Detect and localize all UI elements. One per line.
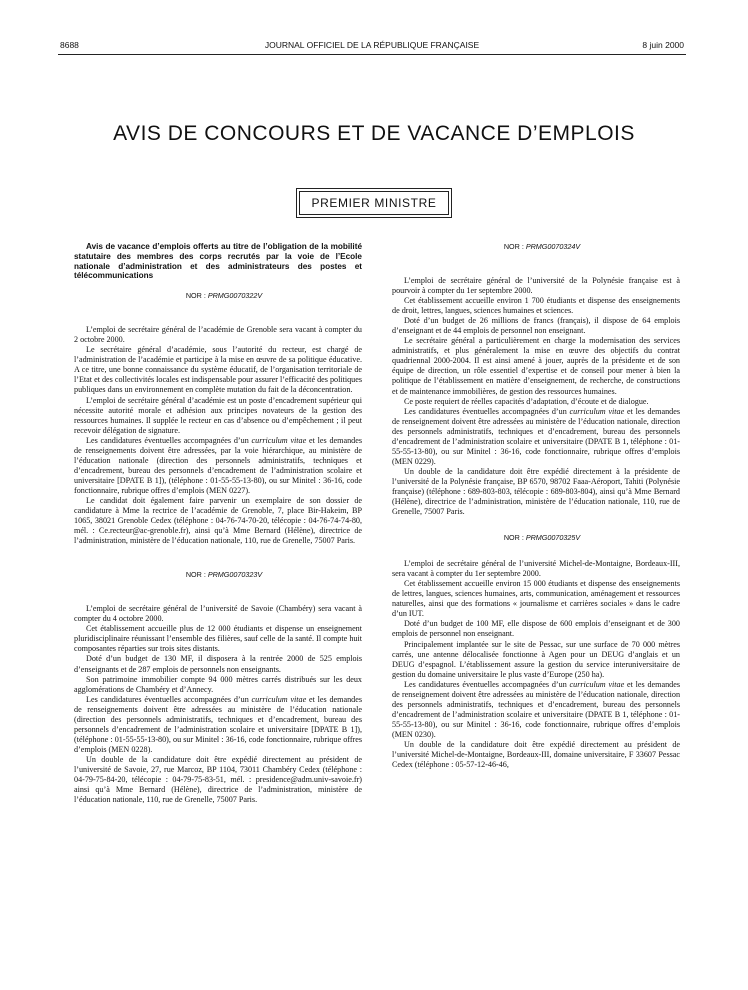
nor-code: PRMG0070322V bbox=[207, 291, 263, 301]
paragraph: L’emploi de secrétaire général de l’université de Savoie (Chambéry) sera vacant à compter du 4 octobre 2000. bbox=[74, 604, 362, 624]
curriculum-vitae-term: curriculum vitae bbox=[251, 435, 307, 445]
paragraph: L’emploi de secrétaire général d’académie est un poste d’encadrement supérieur qui nécessite autorité morale et adhésion aux principes novateurs de la gestion des ressources humaines. Il supplée le recteur en cas d’absence ou d’empêchement ; il peut recevoir délégation de signature. bbox=[74, 395, 362, 435]
paragraph: Les candidatures éventuelles accompagnées d’un curriculum vitae et les demandes de renseignements doivent être adressées au ministère de l’éducation nationale (direction des personnels administratifs, techniques et d’encadrement, bureau des personnels d’encadrement de l’administration scolaire et universitaire [DPATE B 1]), (téléphone : 01-55-55-13-80), ou sur Minitel : 36-16, code fonctionnaire, rubrique offres d’emplois (MEN 0228). bbox=[74, 694, 362, 754]
nor-prefix: NOR : bbox=[185, 570, 208, 580]
paragraph: Doté d’un budget de 100 MF, elle dispose de 600 emplois d’enseignant et de 300 emplois de personnel non enseignant. bbox=[392, 619, 680, 639]
nor-reference bbox=[74, 570, 362, 580]
paragraph: Doté d’un budget de 130 MF, il disposera à la rentrée 2000 de 525 emplois d’enseignants et de 287 emplois de personnels non enseignants. bbox=[74, 654, 362, 674]
nor-reference bbox=[392, 533, 680, 543]
section-box-label: PREMIER MINISTRE bbox=[299, 191, 450, 215]
nor-prefix: NOR : bbox=[503, 242, 526, 251]
paragraph: Cet établissement accueille plus de 12 000 étudiants et dispense un enseignement pluridisciplinaire réunissant l’ensemble des filières, sauf celle de la santé. Il compte huit composantes réparties sur trois sites distants. bbox=[74, 624, 362, 654]
paragraph: L’emploi de secrétaire général de l’université Michel-de-Montaigne, Bordeaux-III, sera vacant à compter du 1er septembre 2000. bbox=[392, 559, 680, 579]
paragraph: L’emploi de secrétaire général de l’académie de Grenoble sera vacant à compter du 2 octobre 2000. bbox=[74, 325, 362, 345]
paragraph: Le candidat doit également faire parvenir un exemplaire de son dossier de candidature à Mme la rectrice de l’académie de Grenoble, 7, place Bir-Hakeim, BP 1065, 38021 Grenoble Cedex (téléphone : 04-76-74-70-20, télécopie : 04-76-74-74-80, mél. : Ce.recteur@ac-grenoble.fr), ainsi qu’à Mme Bernard (Hélène), directrice de l’administration, ministère de l’éducation nationale, 110, rue de Grenelle, 75007 Paris. bbox=[74, 495, 362, 546]
section-box-wrapper bbox=[0, 188, 748, 218]
curriculum-vitae-term: curriculum vitae bbox=[569, 406, 625, 416]
nor-code: PRMG0070323V bbox=[207, 570, 263, 580]
nor-prefix: NOR : bbox=[185, 291, 208, 301]
curriculum-vitae-term: curriculum vitae bbox=[569, 679, 625, 689]
paragraph: Son patrimoine immobilier compte 94 000 mètres carrés distribués sur les deux agglomérations de Chambéry et d’Annecy. bbox=[74, 674, 362, 694]
notice-heading: Avis de vacance d’emplois offerts au titre de l’obligation de la mobilité statutaire des membres des corps recrutés par la voie de l’Ecole nationale d’administration et des administrateurs des postes et télécommunications bbox=[74, 242, 362, 281]
paragraph: Un double de la candidature doit être expédié directement au président de l’université Michel-de-Montaigne, Bordeaux-III, domaine universitaire, F 33607 Pessac Cedex (téléphone : 05-57-12-46-46, bbox=[392, 739, 680, 770]
header-rule bbox=[58, 54, 686, 55]
right-column bbox=[392, 242, 680, 770]
page-title: AVIS DE CONCOURS ET DE VACANCE D’EMPLOIS bbox=[113, 122, 635, 145]
section-box bbox=[296, 188, 453, 218]
nor-code: PRMG0070325V bbox=[525, 533, 581, 543]
curriculum-vitae-term: curriculum vitae bbox=[251, 694, 307, 704]
paragraph: Les candidatures éventuelles accompagnées d’un curriculum vitae et les demandes de renseignement doivent être adressées au ministère de l’éducation nationale, direction des personnels administratifs, techniques et d’encadrement, bureau des personnels d’encadrement de l’administration scolaire et universitaire (DPATE B 1, téléphone : 01-55-55-13-80), ou sur Minitel : 36-16, code fonctionnaire, rubrique offres d’emplois (MEN 0229). bbox=[392, 406, 680, 466]
paragraph: Principalement implantée sur le site de Pessac, sur une surface de 70 000 mètres carrés, une antenne délocalisée fonctionne à Agen pour un DEUG d’anglais et un DEUG d’espagnol. L’établissement assure la gestion du service interuniversitaire de gestion du domaine universitaire le plus vaste d’Europe (250 ha). bbox=[392, 639, 680, 679]
paragraph: L’emploi de secrétaire général de l’université de la Polynésie française est à pourvoir à compter du 1er septembre 2000. bbox=[392, 276, 680, 296]
journal-title: JOURNAL OFFICIEL DE LA RÉPUBLIQUE FRANÇAISE bbox=[264, 40, 480, 50]
nor-reference bbox=[392, 242, 680, 252]
issue-date: 8 juin 2000 bbox=[642, 40, 684, 50]
paragraph: Un double de la candidature doit être expédié directement au président de l’université de Savoie, 27, rue Marcoz, BP 1104, 73011 Chambéry Cedex (téléphone : 04-79-75-84-20, télécopie : 04-79-75-83-51, mél. : presidence@adm.univ-savoie.fr) ainsi qu’à Mme Bernard (Hélène), directrice de l’administration, ministère de l’éducation nationale, 110, rue de Grenelle, 75007 Paris. bbox=[74, 754, 362, 805]
paragraph: Un double de la candidature doit être expédié directement à la présidente de l’université de la Polynésie française, BP 6570, 98702 Faaa-Aéroport, Tahiti (Polynésie française) (téléphone : 689-803-803, télécopie : 689-803-804), ainsi qu’à Mme Bernard (Hélène), directrice de l’administration, ministère de l’éducation nationale, 110, rue de Grenelle, 75007 Paris. bbox=[392, 466, 680, 517]
nor-prefix: NOR : bbox=[503, 533, 526, 543]
paragraph: Les candidatures éventuelles accompagnées d’un curriculum vitae et les demandes de renseignement doivent être adressées au ministère de l’éducation nationale, direction des personnels administratifs, techniques et d’encadrement, bureau des personnels d’encadrement de l’administration scolaire et universitaire (DPATE B 1, téléphone : 01-55-55-13-80), ou sur Minitel : 36-16, code fonctionnaire, rubrique offres d’emplois (MEN 0230). bbox=[392, 679, 680, 739]
running-header bbox=[60, 40, 684, 52]
paragraph: Le secrétaire général a particulièrement en charge la modernisation des services administratifs, et plus généralement la mise en œuvre des objectifs du contrat quadriennal 2000-2004. Il est ainsi amené à jouer, auprès de la présidente et de son équipe de direction, un rôle essentiel d’expertise et de conseil pour mener à bien la politique de l’établissement en matière d’enseignement, de recherche, de constructions et de maintenance immobilières, de gestion des ressources humaines. bbox=[392, 336, 680, 396]
paragraph: Ce poste requiert de réelles capacités d’adaptation, d’écoute et de dialogue. bbox=[404, 396, 649, 406]
nor-code: PRMG0070324V bbox=[525, 242, 581, 251]
paragraph: Cet établissement accueille environ 1 700 étudiants et dispense des enseignements de droit, lettres, langues, sciences humaines et sciences. bbox=[392, 296, 680, 316]
paragraph: Doté d’un budget de 26 millions de francs (français), il dispose de 64 emplois d’enseignant et de 44 emplois de personnel non enseignant. bbox=[392, 316, 680, 336]
page-number: 8688 bbox=[60, 40, 79, 50]
paragraph: Cet établissement accueille environ 15 000 étudiants et dispense des enseignements de lettres, langues, sciences humaines, arts, communication, aménagement et ressources naturelles, ainsi que des formations « journalisme et carrières sociales » dans le cadre d’un IUT. bbox=[392, 579, 680, 619]
paragraph: Le secrétaire général d’académie, sous l’autorité du recteur, est chargé de l’administration de l’académie et participe à la mise en œuvre de sa politique éducative. A ce titre, une bonne connaissance du système éducatif, de l’organisation territoriale de l’Etat et des collectivités locales est indispensable pour assurer l’efficacité des politiques publiques dans un environnement en complète mutation du fait de la déconcentration. bbox=[74, 345, 362, 395]
left-column bbox=[74, 242, 362, 805]
nor-reference bbox=[74, 291, 362, 301]
paragraph: Les candidatures éventuelles accompagnées d’un curriculum vitae et les demandes de renseignements doivent être adressées, par la voie hiérarchique, au ministère de l’éducation nationale (direction des personnels administratifs, techniques et d’encadrement, bureau des personnels d’encadrement de l’administration scolaire et universitaire [DPATE B 1]), (téléphone : 01-55-55-13-80), ou sur Minitel : 36-16, code fonctionnaire, rubrique offres d’emplois (MEN 0227). bbox=[74, 435, 362, 495]
